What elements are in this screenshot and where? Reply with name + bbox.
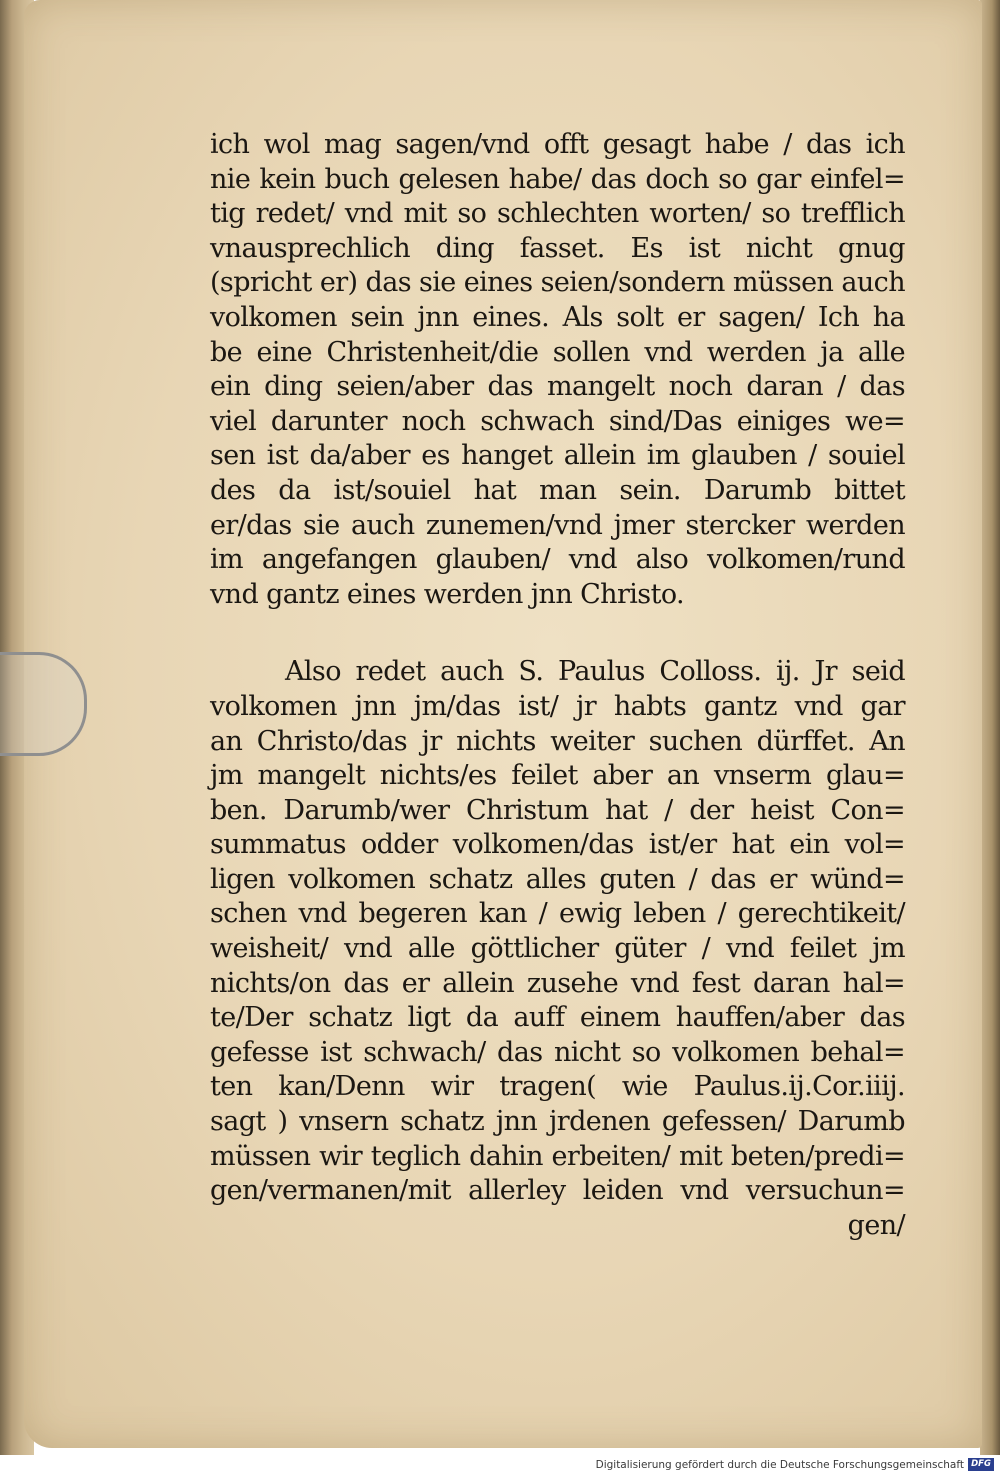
text-line: te/Der schatz ligt da auff einem hauffen/aber das bbox=[210, 1002, 905, 1034]
dfg-logo-icon: DFG bbox=[968, 1458, 994, 1471]
text-line: müssen wir teglich dahin erbeiten/ mit beten/predi= bbox=[210, 1140, 905, 1172]
paragraph-gap bbox=[210, 612, 905, 655]
text-line: gefesse ist schwach/ das nicht so volkomen behal= bbox=[210, 1036, 905, 1068]
page-clip bbox=[0, 652, 87, 756]
text-line: be eine Christenheit/die sollen vnd werden ja alle bbox=[210, 336, 905, 368]
paragraph-2 bbox=[210, 655, 905, 1243]
text-line: viel darunter noch schwach sind/Das einiges we= bbox=[210, 405, 905, 437]
text-line: ein ding seien/aber das mangelt noch daran / das bbox=[210, 371, 905, 403]
text-line: (spricht er) das sie eines seien/sondern müssen auch bbox=[210, 267, 905, 299]
text-line: des da ist/souiel hat man sein. Darumb bittet bbox=[210, 474, 905, 506]
text-line: weisheit/ vnd alle göttlicher güter / vnd feilet jm bbox=[210, 933, 905, 965]
text-line: schen vnd begeren kan / ewig leben / gerechtikeit/ bbox=[210, 898, 905, 930]
text-block bbox=[210, 128, 905, 1243]
text-line: ich wol mag sagen/vnd offt gesagt habe / das ich bbox=[210, 129, 905, 160]
text-line: nichts/on das er allein zusehe vnd fest daran hal= bbox=[210, 967, 905, 999]
text-line: ligen volkomen schatz alles guten / das er wünd= bbox=[210, 863, 905, 895]
footer-credit: Digitalisierung gefördert durch die Deutsche Forschungsgemeinschaft bbox=[595, 1459, 964, 1471]
paragraph-1 bbox=[210, 128, 905, 612]
text-line: sagt ) vnsern schatz jnn jrdenen gefessen/ Darumb bbox=[210, 1106, 905, 1138]
text-line: volkomen jnn jm/das ist/ jr habts gantz vnd gar bbox=[210, 690, 905, 722]
text-line: nie kein buch gelesen habe/ das doch so gar einfel= bbox=[210, 163, 905, 195]
text-line: jm mangelt nichts/es feilet aber an vnserm glau= bbox=[210, 760, 905, 792]
text-line: an Christo/das jr nichts weiter suchen dürffet. An bbox=[210, 725, 905, 757]
text-line: er/das sie auch zunemen/vnd jmer stercker werden bbox=[210, 509, 905, 541]
digitization-footer bbox=[0, 1455, 1000, 1475]
text-line: volkomen sein jnn eines. Als solt er sagen/ Ich ha bbox=[210, 301, 905, 333]
text-line: vnd gantz eines werden jnn Christo. bbox=[210, 578, 684, 610]
text-line: im angefangen glauben/ vnd also volkomen/rund bbox=[210, 544, 905, 576]
text-line: ben. Darumb/wer Christum hat / der heist Con= bbox=[210, 794, 905, 826]
book-fore-edge bbox=[980, 0, 1000, 1455]
text-line: Also redet auch S. Paulus Colloss. ij. Jr seid bbox=[285, 656, 905, 688]
text-line: tig redet/ vnd mit so schlechten worten/ so trefflich bbox=[210, 198, 905, 230]
catchword: gen/ bbox=[847, 1209, 905, 1241]
text-line: sen ist da/aber es hanget allein im glauben / souiel bbox=[210, 440, 905, 472]
text-line: vnausprechlich ding fasset. Es ist nicht gnug bbox=[210, 232, 905, 264]
text-line: gen/vermanen/mit allerley leiden vnd versuchun= bbox=[210, 1175, 905, 1207]
text-line: ten kan/Denn wir tragen( wie Paulus.ij.Cor.iiij. bbox=[210, 1071, 905, 1103]
text-line: summatus odder volkomen/das ist/er hat ein vol= bbox=[210, 829, 905, 861]
